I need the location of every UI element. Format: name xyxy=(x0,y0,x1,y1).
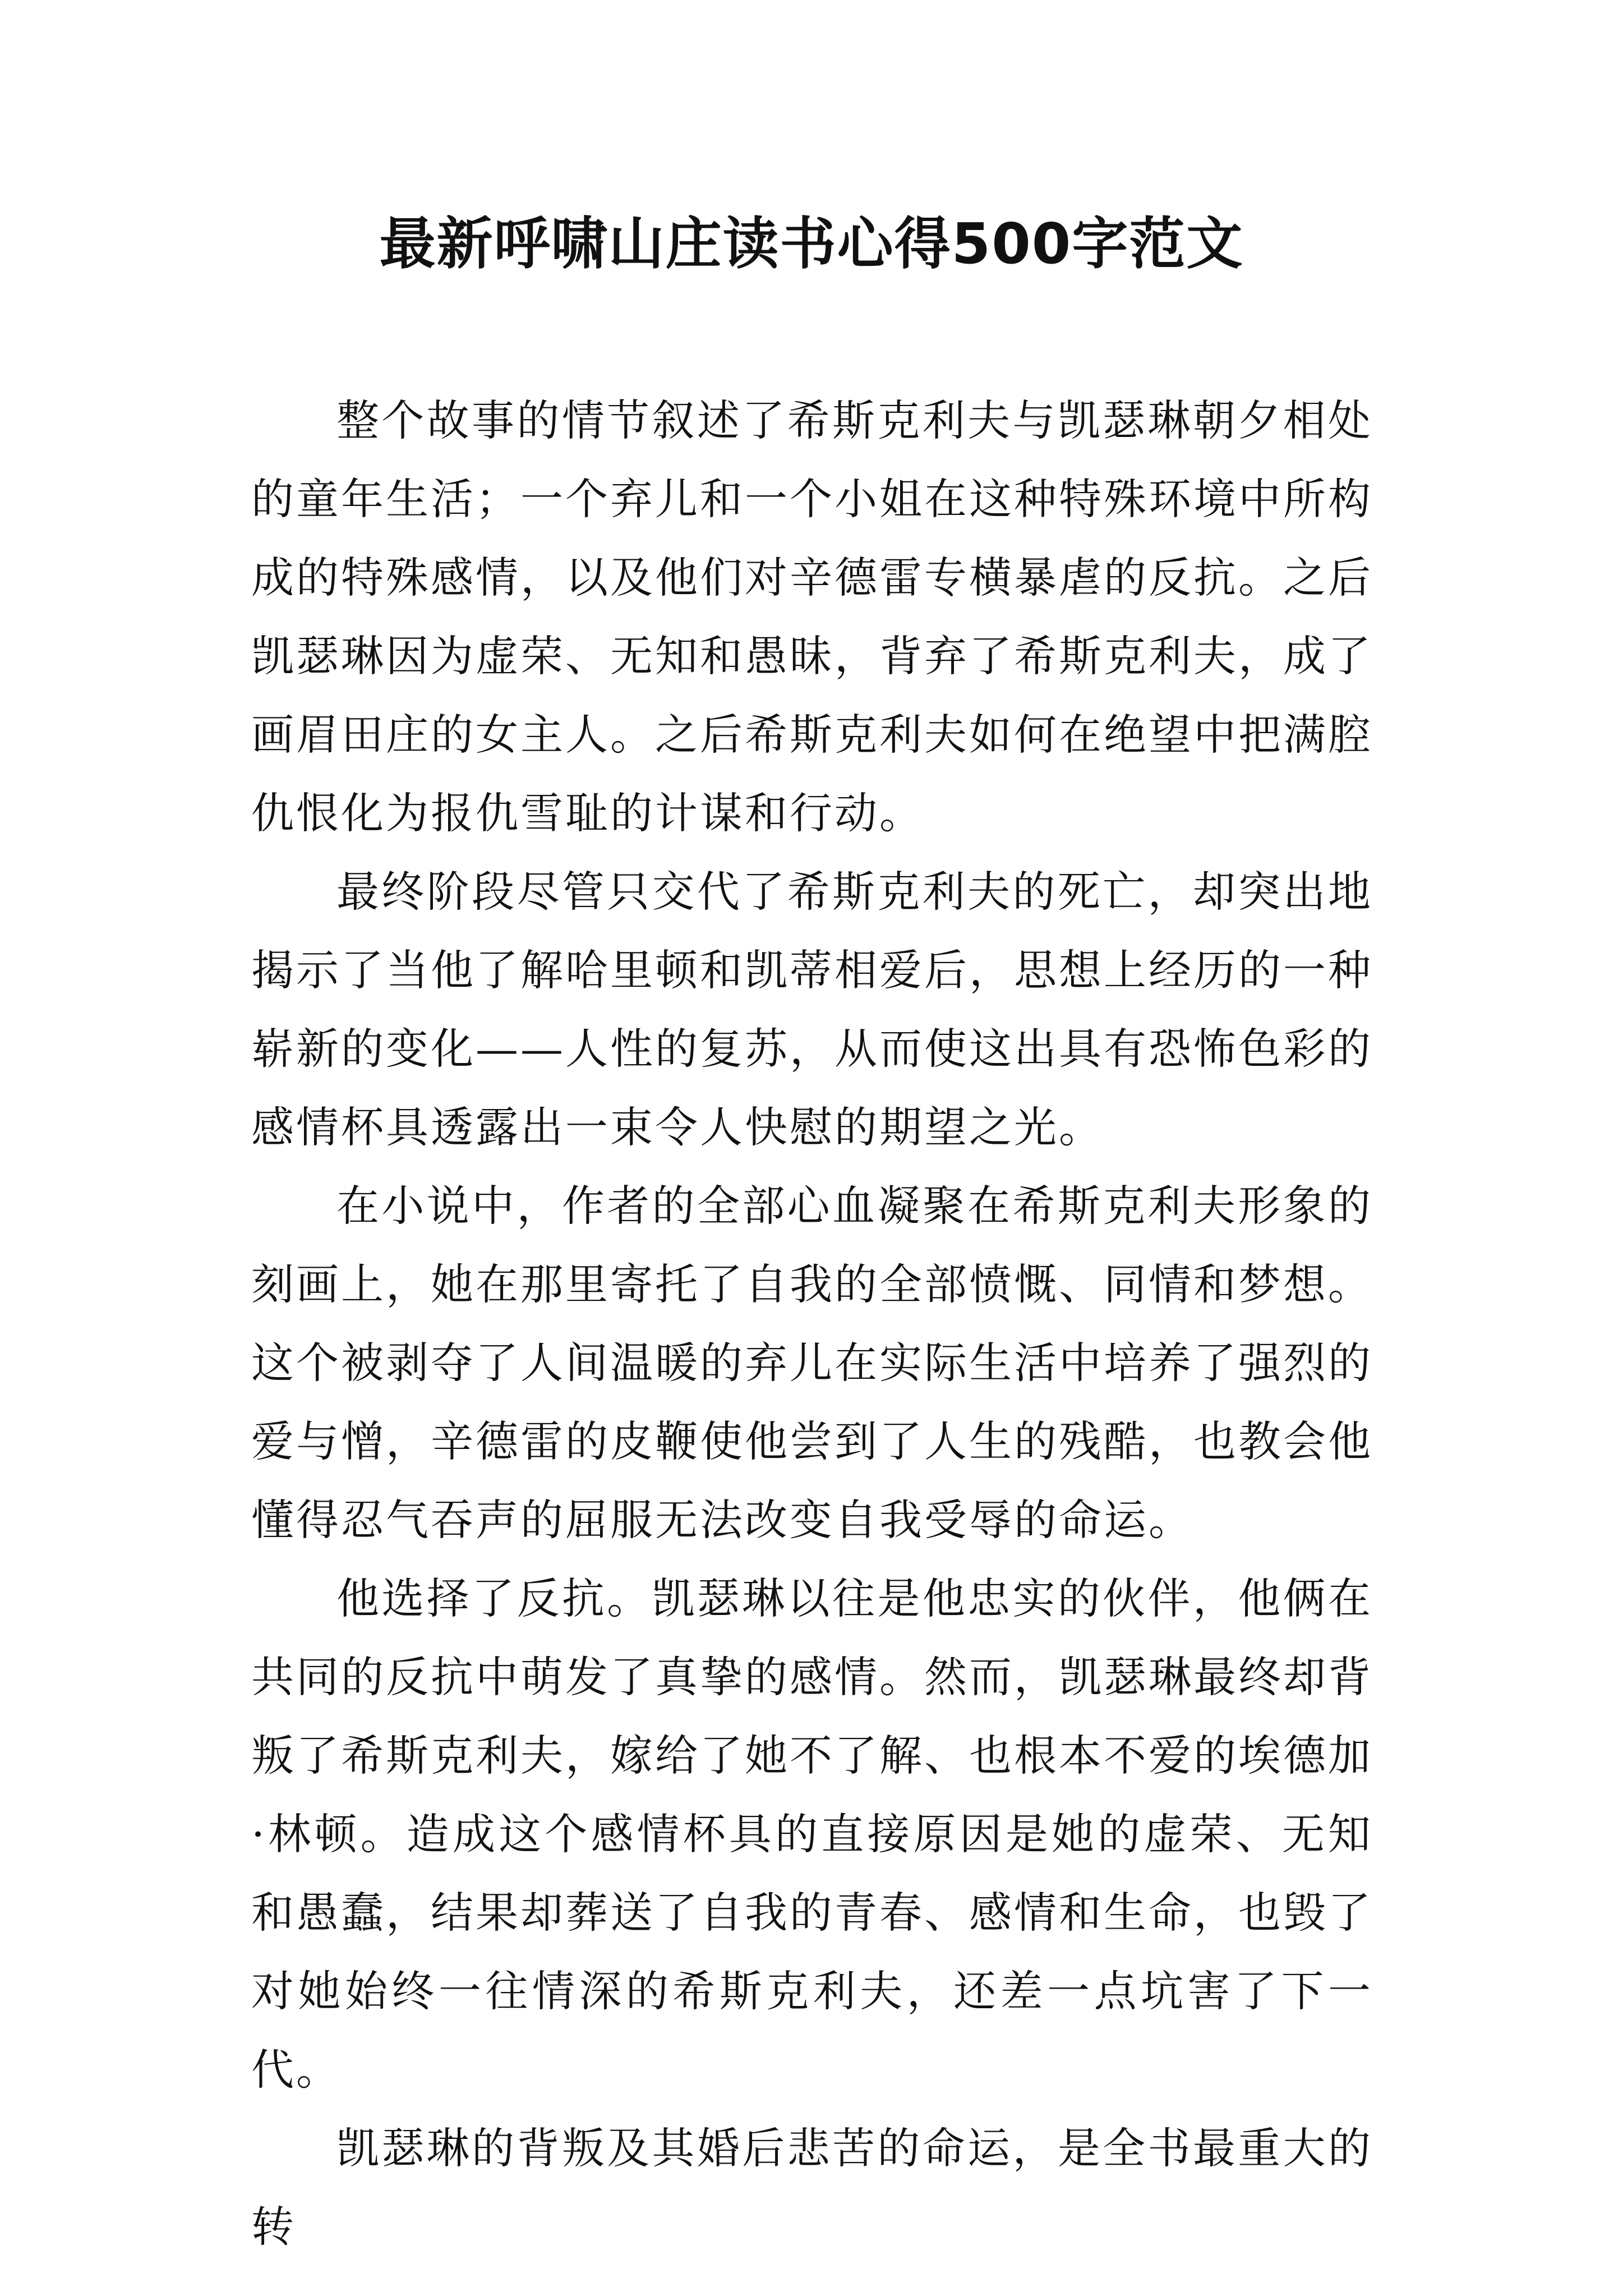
paragraph: 最终阶段尽管只交代了希斯克利夫的死亡，却突出地揭示了当他了解哈里顿和凯蒂相爱后，思想上经历的一种崭新的变化——人性的复苏，从而使这出具有恐怖色彩的感情杯具透露出一束令人快慰的期望之光。 xyxy=(251,867,1373,1152)
paragraph: 整个故事的情节叙述了希斯克利夫与凯瑟琳朝夕相处的童年生活；一个弃儿和一个小姐在这种特殊环境中所构成的特殊感情，以及他们对辛德雷专横暴虐的反抗。之后凯瑟琳因为虚荣、无知和愚昧，背弃了希斯克利夫，成了画眉田庄的女主人。之后希斯克利夫如何在绝望中把满腔仇恨化为报仇雪耻的计谋和行动。 xyxy=(251,395,1373,838)
paragraph: 他选择了反抗。凯瑟琳以往是他忠实的伙伴，他俩在共同的反抗中萌发了真挚的感情。然而，凯瑟琳最终却背叛了希斯克利夫，嫁给了她不了解、也根本不爱的埃德加·林顿。造成这个感情杯具的直接原因是她的虚荣、无知和愚蠢，结果却葬送了自我的青春、感情和生命，也毁了对她始终一往情深的希斯克利夫，还差一点坑害了下一代。 xyxy=(251,1573,1373,2095)
document-title: 最新呼啸山庄读书心得500字范文 xyxy=(379,211,1244,277)
paragraph: 凯瑟琳的背叛及其婚后悲苦的命运，是全书最重大的转 xyxy=(251,2123,1373,2252)
paragraph: 在小说中，作者的全部心血凝聚在希斯克利夫形象的刻画上，她在那里寄托了自我的全部愤慨、同情和梦想。这个被剥夺了人间温暖的弃儿在实际生活中培养了强烈的爱与憎，辛德雷的皮鞭使他尝到了人生的残酷，也教会他懂得忍气吞声的屈服无法改变自我受辱的命运。 xyxy=(251,1181,1373,1545)
document-body xyxy=(251,381,1373,2266)
